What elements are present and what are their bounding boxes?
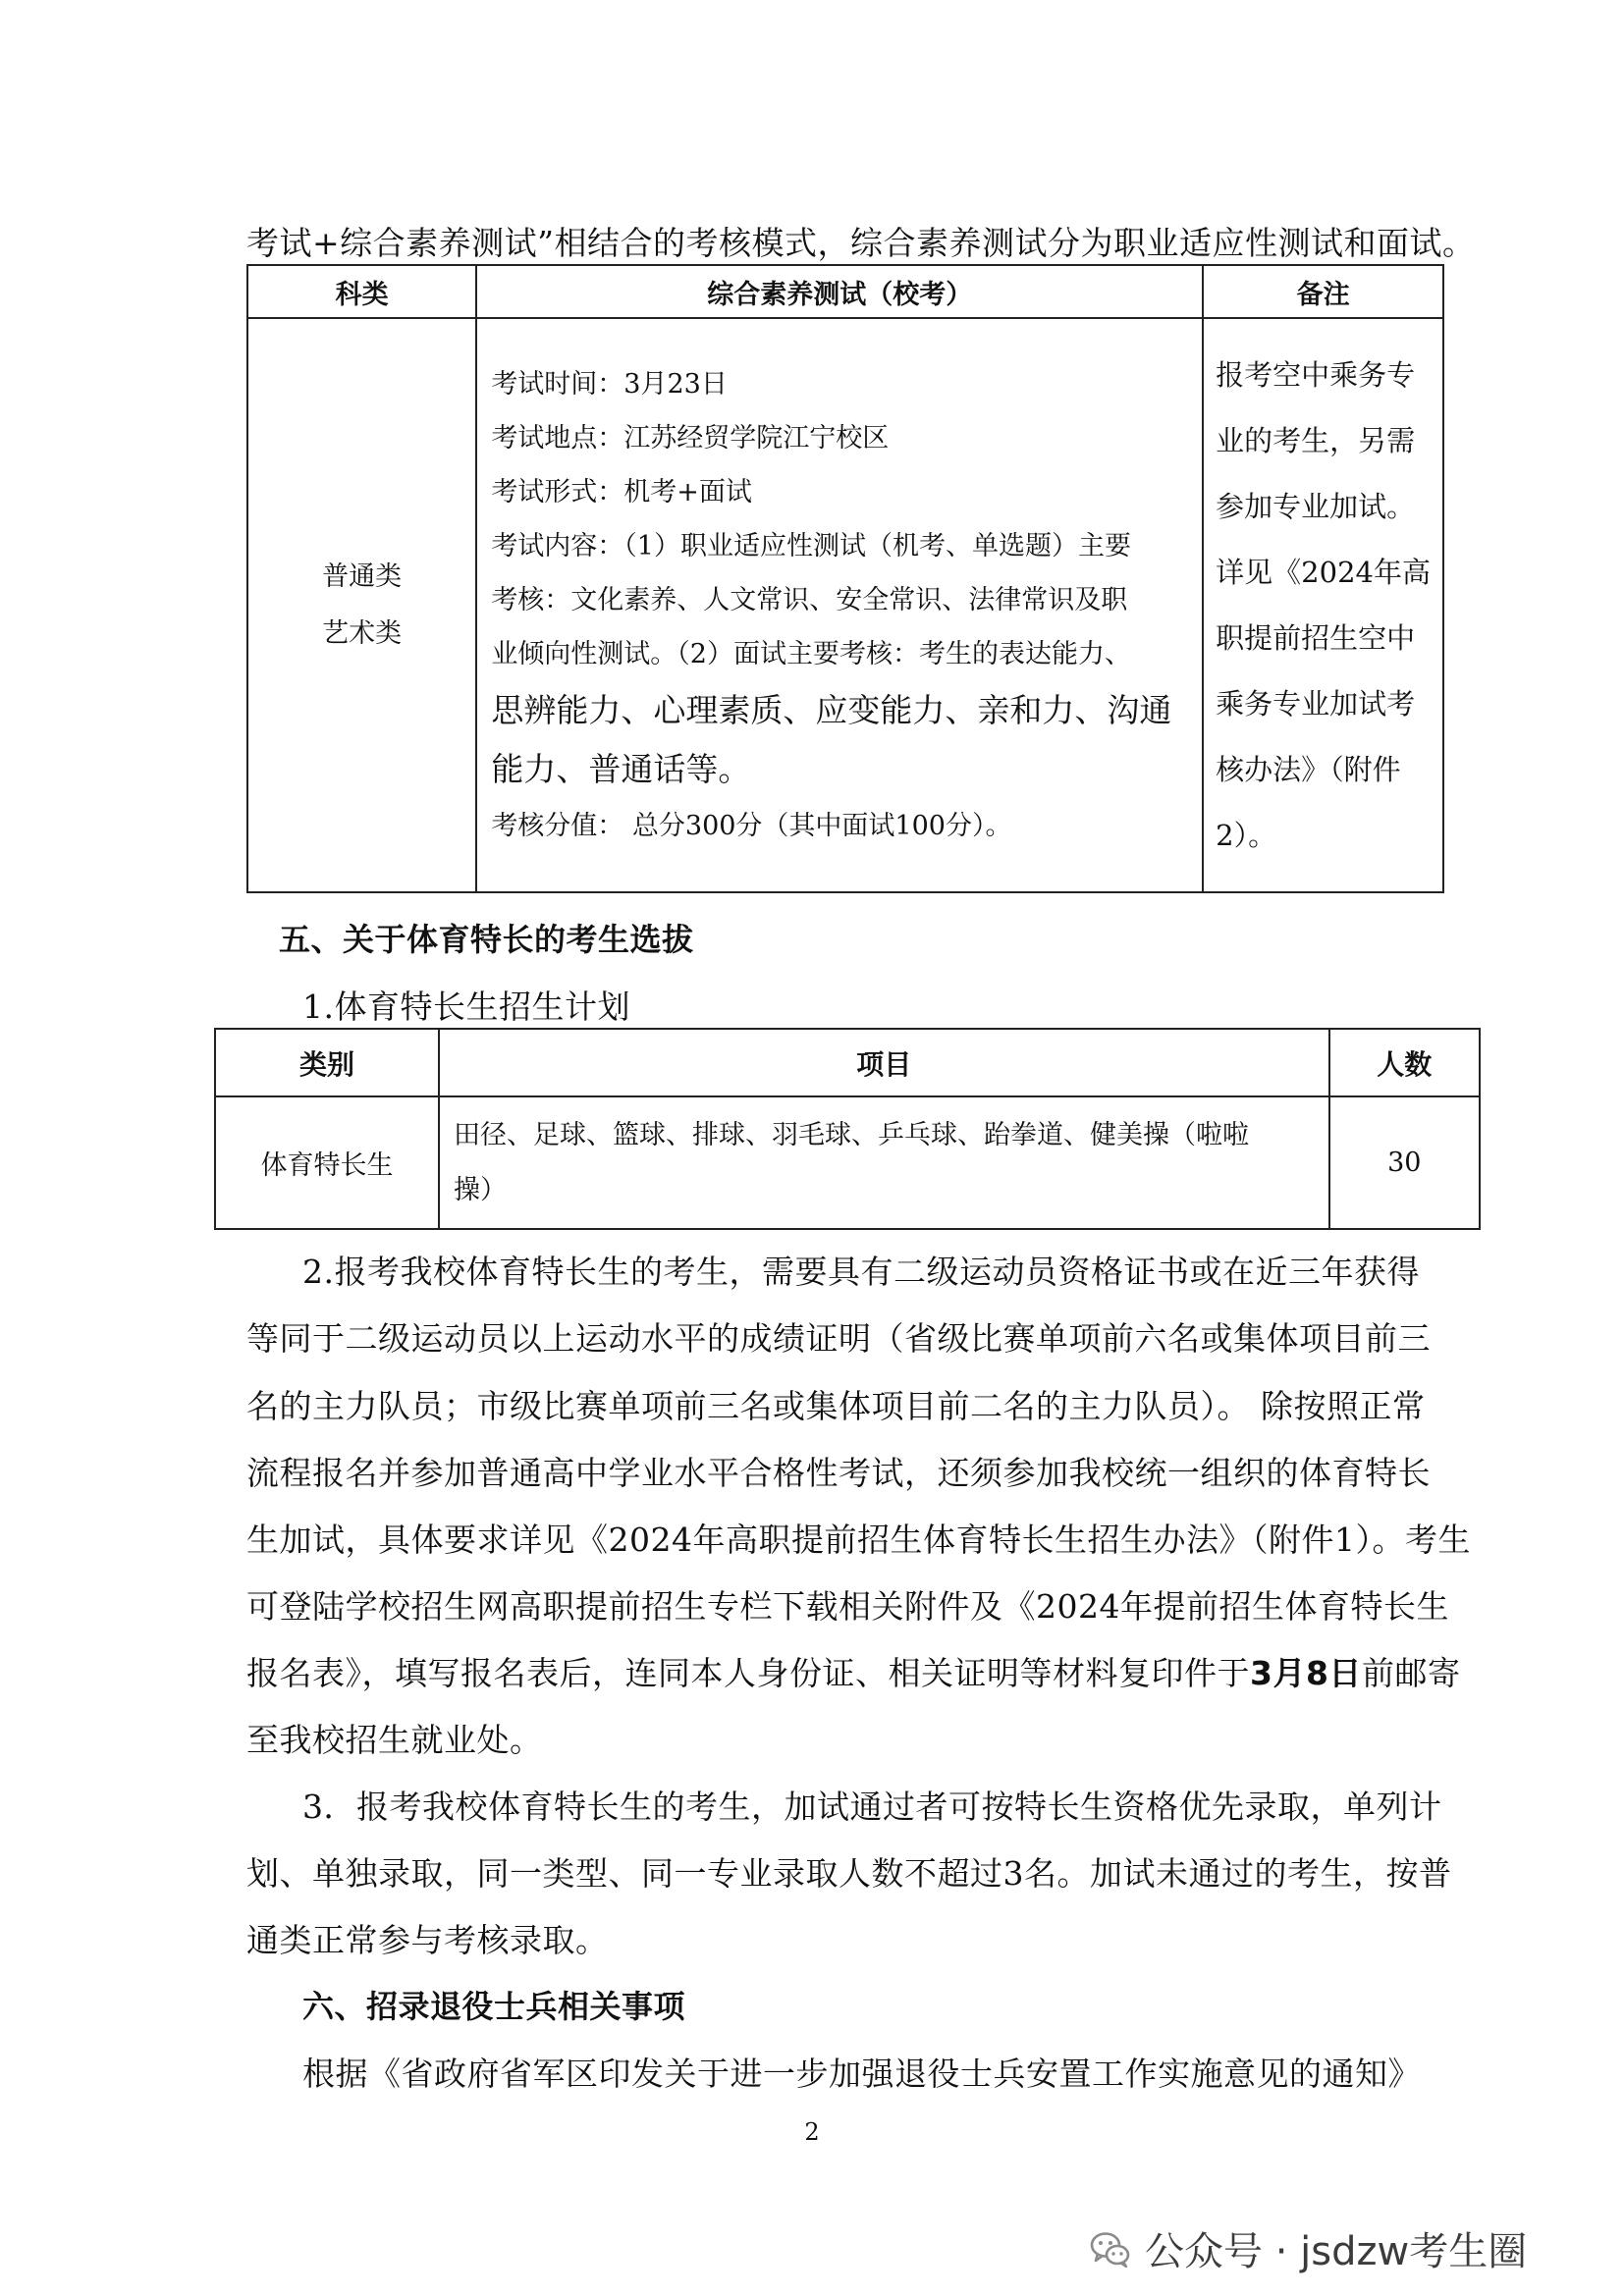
category-line: 普通类	[322, 561, 403, 592]
section-5-title: 五、关于体育特长的考生选拔	[279, 921, 694, 958]
content-line: 业倾向性测试。（2）面试主要考核：考生的表达能力、	[491, 639, 1131, 669]
wechat-icon	[1090, 2228, 1131, 2269]
header-note: 备注	[1203, 265, 1443, 318]
content-line: 考核分值： 总分300分（其中面试100分）。	[491, 811, 1012, 841]
content-line: 考试时间：3月23日	[491, 369, 728, 400]
content-line: 能力、普通话等。	[491, 750, 751, 788]
intro-line: 考试+综合素养测试”相结合的考核模式，综合素养测试分为职业适应性测试和面试。	[246, 224, 1476, 262]
content-line: 考试内容：（1）职业适应性测试（机考、单选题）主要	[491, 531, 1131, 561]
table-header-row	[247, 265, 1443, 318]
paragraph-line: 划、单独录取，同一类型、同一专业录取人数不超过3名。加试未通过的考生，按普	[246, 1854, 1452, 1893]
category-line: 艺术类	[322, 617, 403, 649]
header-project: 项目	[439, 1029, 1329, 1096]
subsection-1-title: 1.体育特长生招生计划	[302, 988, 630, 1026]
paragraph-line: 3．报考我校体育特长生的考生，加试通过者可按特长生资格优先录取，单列计	[302, 1788, 1442, 1826]
section-6-title: 六、招录退役士兵相关事项	[302, 1988, 686, 2025]
paragraph-line	[246, 1648, 1461, 1694]
note-line: 2）。	[1216, 818, 1277, 852]
header-content: 综合素养测试（校考）	[476, 265, 1203, 318]
page-number: 2	[804, 2118, 820, 2146]
header-count: 人数	[1329, 1029, 1480, 1096]
content-line: 思辨能力、心理素质、应变能力、亲和力、沟通	[491, 691, 1172, 729]
project-cell	[439, 1096, 1329, 1229]
paragraph-line: 通类正常参与考核录取。	[246, 1921, 609, 1959]
note-line: 核办法》（附件	[1216, 752, 1401, 786]
paragraph-line: 至我校招生就业处。	[246, 1721, 543, 1759]
paragraph-line: 根据《省政府省军区印发关于进一步加强退役士兵安置工作实施意见的通知》	[302, 2055, 1421, 2093]
paragraph-line: 可登陆学校招生网高职提前招生专栏下载相关附件及《2024年提前招生体育特长生	[246, 1587, 1449, 1626]
text-span: 前邮寄	[1361, 1654, 1461, 1692]
table-row	[215, 1096, 1480, 1229]
watermark	[1090, 2220, 1527, 2276]
note-line: 详见《2024年高	[1216, 555, 1431, 589]
content-line: 考试形式：机考+面试	[491, 477, 752, 507]
note-line: 报考空中乘务专	[1216, 357, 1416, 392]
header-category: 科类	[247, 265, 476, 318]
content-line: 考试地点：江苏经贸学院江宁校区	[491, 423, 890, 454]
note-cell	[1203, 318, 1443, 892]
deadline-date: 3月8日	[1250, 1654, 1362, 1692]
text-span: 报名表》，填写报名表后，连同本人身份证、相关证明等材料复印件于	[246, 1654, 1250, 1692]
paragraph-line: 名的主力队员；市级比赛单项前三名或集体项目前二名的主力队员）。 除按照正常	[246, 1387, 1426, 1425]
paragraph-line: 2.报考我校体育特长生的考生，需要具有二级运动员资格证书或在近三年获得	[302, 1253, 1420, 1291]
content-line: 考核：文化素养、人文常识、安全常识、法律常识及职	[491, 585, 1128, 615]
note-line: 参加专业加试。	[1216, 489, 1416, 523]
content-cell	[476, 318, 1203, 892]
paragraph-line: 等同于二级运动员以上运动水平的成绩证明（省级比赛单项前六名或集体项目前三	[246, 1319, 1431, 1358]
project-line: 操）	[453, 1174, 507, 1205]
table-row	[247, 318, 1443, 892]
table-header-row	[215, 1029, 1480, 1096]
watermark-text: 公众号 · jsdzw考生圈	[1145, 2229, 1528, 2274]
header-type: 类别	[215, 1029, 439, 1096]
category-cell	[247, 318, 476, 892]
paragraph-line: 流程报名并参加普通高中学业水平合格性考试，还须参加我校统一组织的体育特长	[246, 1454, 1431, 1492]
exam-table	[246, 264, 1444, 893]
type-cell: 体育特长生	[215, 1096, 439, 1229]
sports-plan-table	[214, 1028, 1481, 1230]
count-cell: 30	[1329, 1096, 1480, 1229]
project-line: 田径、足球、篮球、排球、羽毛球、乒乓球、跆拳道、健美操（啦啦	[453, 1119, 1249, 1150]
paragraph-line: 生加试，具体要求详见《2024年高职提前招生体育特长生招生办法》（附件1）。考生	[246, 1521, 1471, 1559]
note-line: 业的考生，另需	[1216, 423, 1416, 457]
note-line: 职提前招生空中	[1216, 620, 1416, 655]
note-line: 乘务专业加试考	[1216, 686, 1416, 721]
